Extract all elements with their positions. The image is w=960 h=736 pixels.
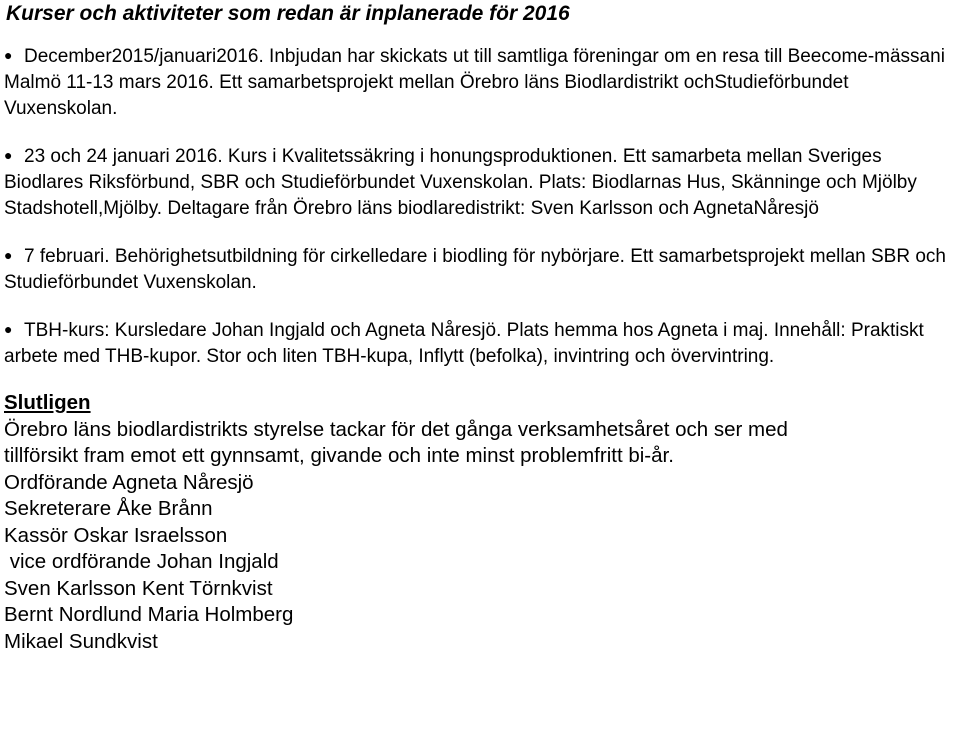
closing-title: Slutligen bbox=[4, 391, 91, 414]
board-member-line: Sekreterare Åke Brånn bbox=[4, 497, 213, 520]
bullet-icon: ● bbox=[4, 321, 13, 337]
closing-text-line: tillförsikt fram emot ett gynnsamt, givande och inte minst problemfritt bi-år. bbox=[4, 444, 674, 467]
activity-item bbox=[4, 44, 956, 122]
board-member-line: Mikael Sundkvist bbox=[4, 629, 158, 653]
board-member-line: Sven Karlsson Kent Törnkvist bbox=[4, 576, 273, 600]
document-page bbox=[0, 2, 960, 736]
activity-item bbox=[4, 318, 956, 370]
board-member-line: vice ordförande Johan Ingjald bbox=[4, 550, 279, 573]
closing-text-line: Örebro läns biodlardistrikts styrelse tackar för det gånga verksamhetsåret och ser med bbox=[4, 417, 788, 441]
section-heading: Kurser och aktiviteter som redan är inplanerade för 2016 bbox=[6, 2, 570, 25]
bullet-icon: ● bbox=[4, 47, 13, 63]
closing-section bbox=[4, 390, 956, 655]
activity-text: TBH-kurs: Kursledare Johan Ingjald och Agneta Nåresjö. Plats hemma hos Agneta i maj. Innehåll: Praktiskt arbete med THB-kupor. Stor och liten TBH-kupa, Inflytt (befolka), invintring och övervintring. bbox=[4, 320, 924, 367]
activity-item bbox=[4, 144, 956, 222]
board-member-line: Bernt Nordlund Maria Holmberg bbox=[4, 603, 294, 626]
bullet-icon: ● bbox=[4, 247, 13, 263]
board-member-line: Kassör Oskar Israelsson bbox=[4, 523, 228, 547]
activity-text: 23 och 24 januari 2016. Kurs i Kvalitetssäkring i honungsproduktionen. Ett samarbeta mellan Sveriges Biodlares Riksförbund, SBR och Studieförbundet Vuxenskolan. Plats: Biodlarnas Hus, Skänninge och Mjölby Stadshotell,Mjölby. Deltagare från Örebro läns biodlaredistrikt: Sven Karlsson och AgnetaNåresjö bbox=[4, 146, 917, 219]
bullet-icon: ● bbox=[4, 147, 13, 163]
activity-text: 7 februari. Behörighetsutbildning för cirkelledare i biodling för nybörjare. Ett samarbetsprojekt mellan SBR och Studieförbundet Vuxenskolan. bbox=[4, 246, 946, 293]
activity-list bbox=[4, 44, 956, 370]
activity-text: December2015/januari2016. Inbjudan har skickats ut till samtliga föreningar om en resa till Beecome-mässani Malmö 11-13 mars 2016. Ett samarbetsprojekt mellan Örebro läns Biodlardistrikt ochStudieförbundet Vuxenskolan. bbox=[4, 46, 945, 119]
board-member-line: Ordförande Agneta Nåresjö bbox=[4, 470, 254, 494]
activity-item bbox=[4, 244, 956, 296]
